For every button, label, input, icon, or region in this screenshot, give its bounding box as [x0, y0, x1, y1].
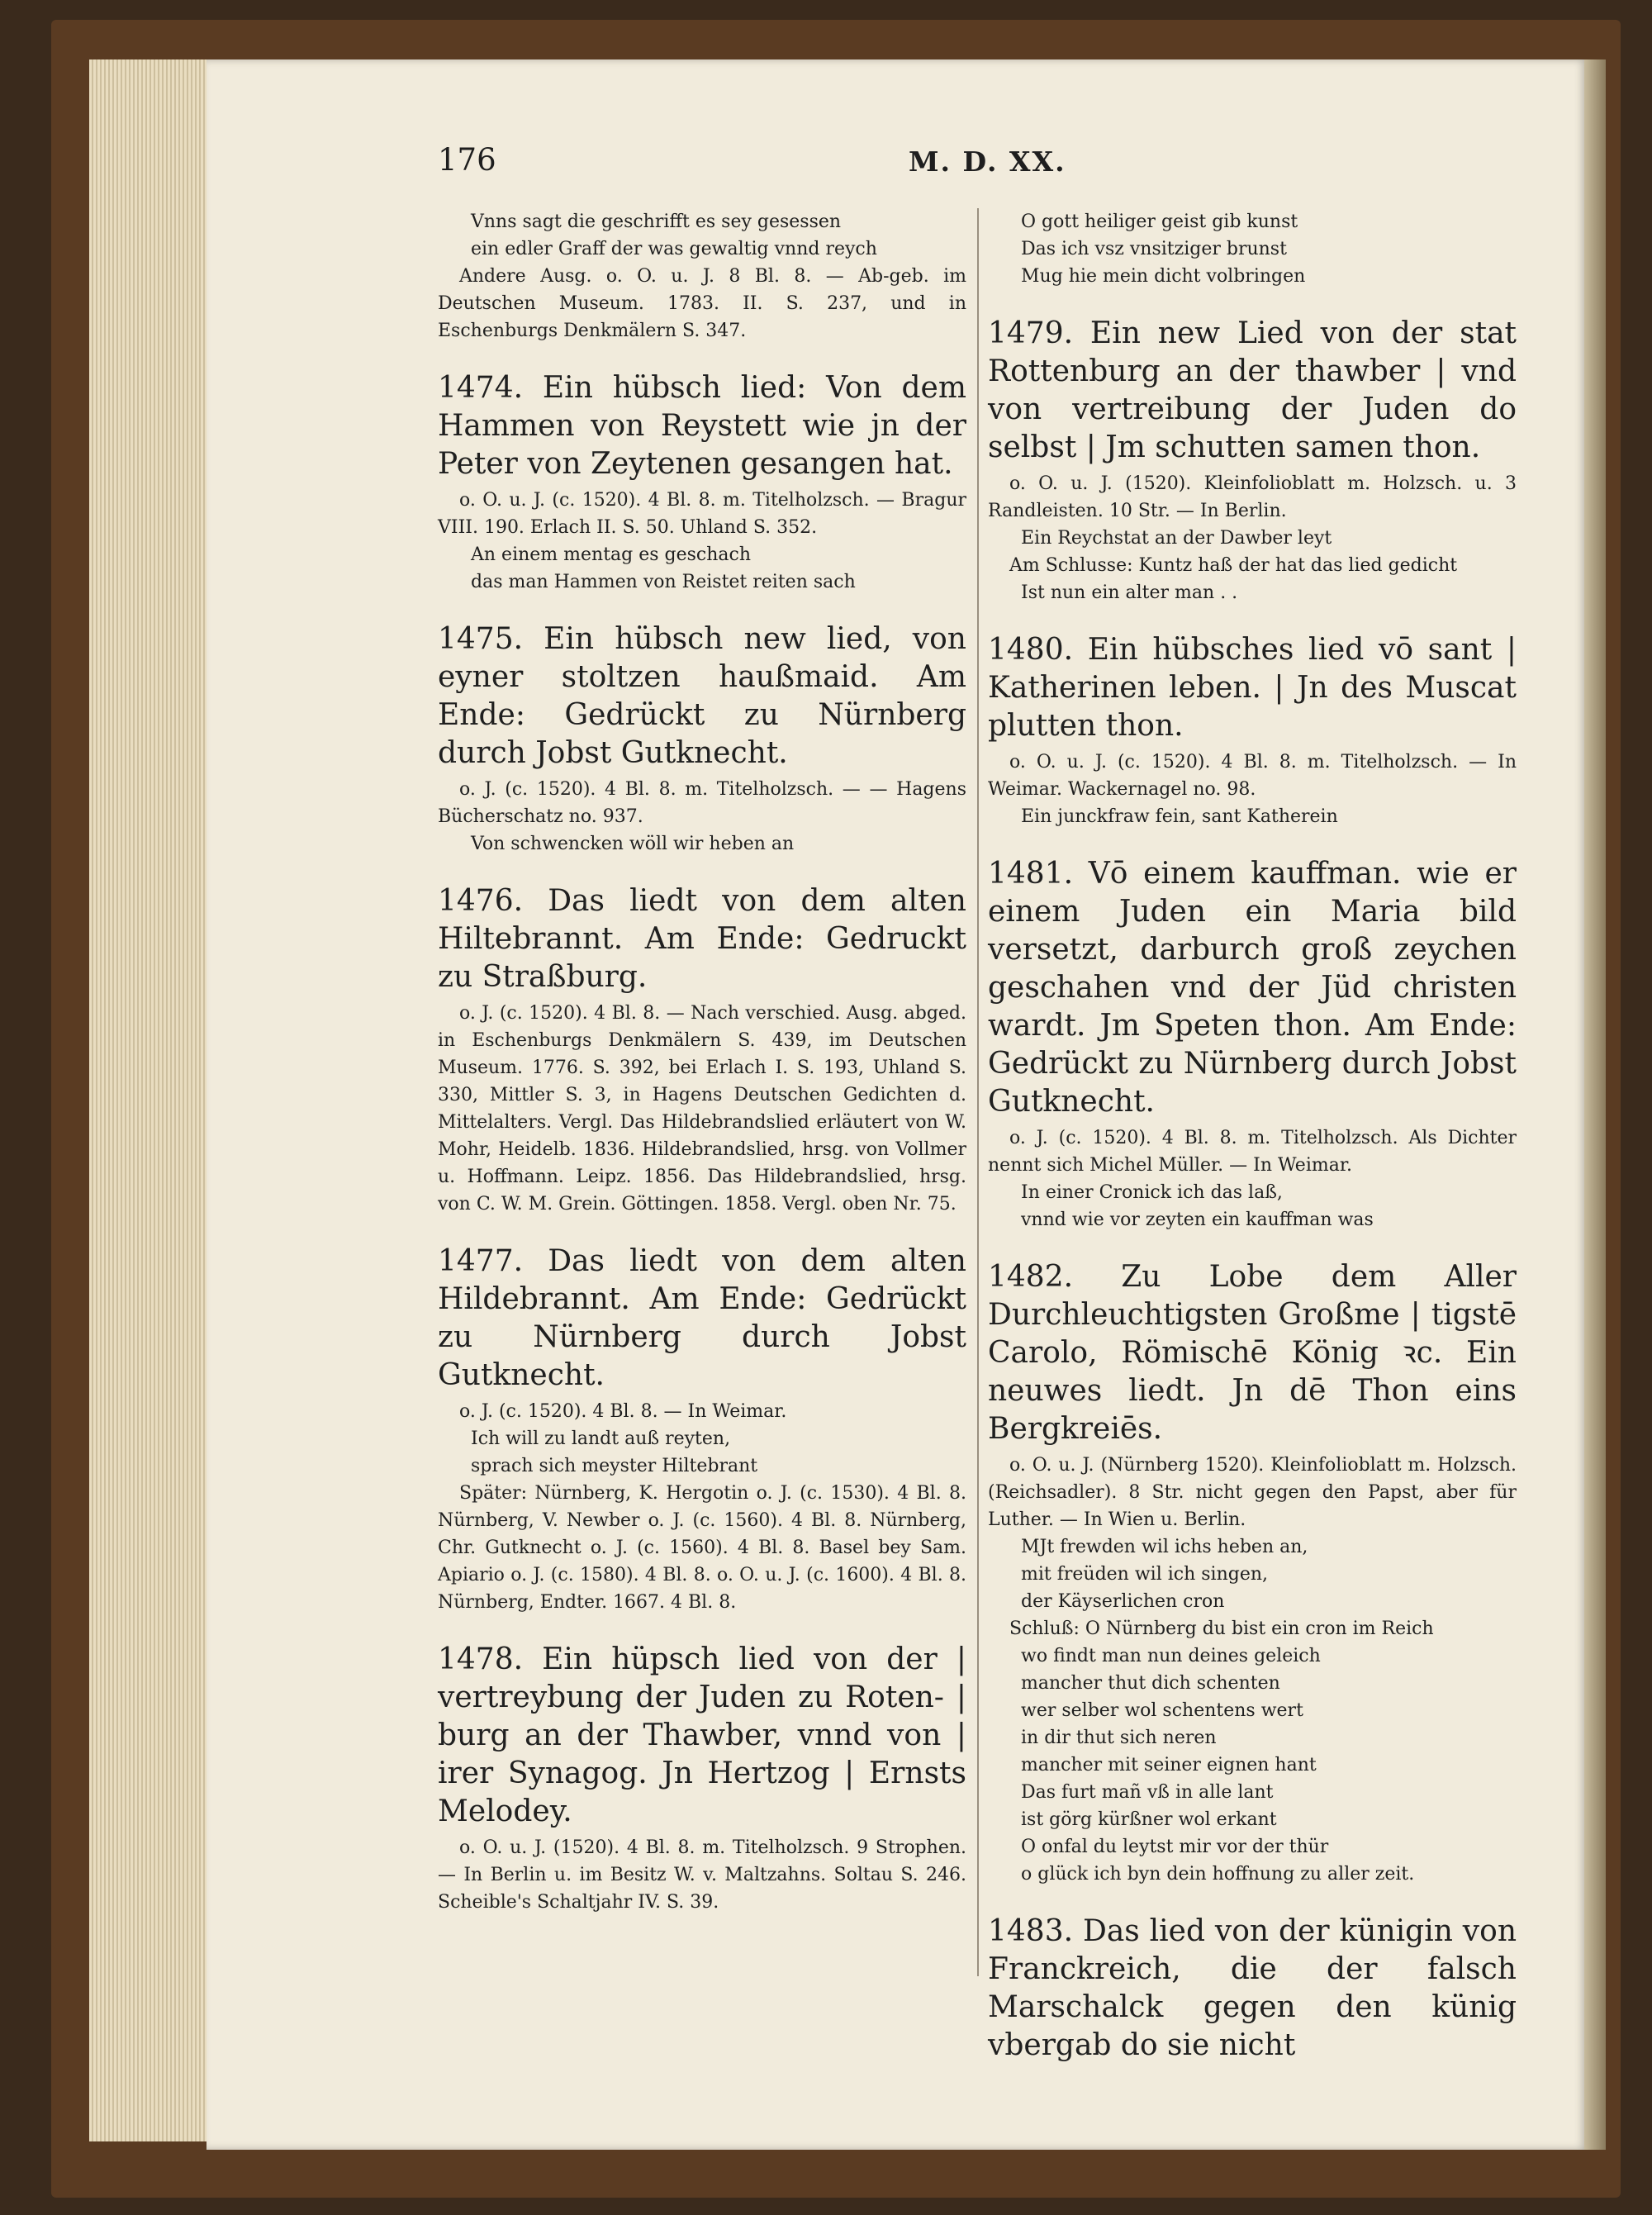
entry-title: 1474. Ein hübsch lied: Von dem Hammen von Reystett wie jn der Peter von Zeytenen gesangen hat. — [438, 371, 966, 481]
quote-line: Ein junckfraw fein, sant Katherein — [1021, 806, 1338, 827]
quote-line: das man Hammen von Reistet reiten sach — [471, 572, 856, 592]
entry-1479 — [988, 315, 1517, 606]
entry-title: 1480. Ein hübsches lied vō sant | Katherinen leben. | Jn des Muscat plutten thon. — [988, 633, 1517, 743]
entry-1476 — [438, 882, 966, 1218]
quote-line: wo findt man nun deines geleich — [1021, 1646, 1321, 1666]
entry-1483 — [988, 1913, 1517, 2065]
quote-line: Ist nun ein alter man . . — [1021, 582, 1238, 603]
bibliographic-note: o. O. u. J. (c. 1520). 4 Bl. 8. m. Titelholzsch. — In Weimar. Wackernagel no. 98. — [988, 752, 1517, 800]
quote-line: der Käyserlichen cron — [1021, 1591, 1225, 1612]
quote-line: mit freüden wil ich singen, — [1021, 1564, 1269, 1585]
bibliographic-note: Später: Nürnberg, K. Hergotin o. J. (c. 1530). 4 Bl. 8. Nürnberg, V. Newber o. J. (c. 1560). 4 Bl. 8. Nürnberg, Chr. Gutknecht o. J. (c. 1560). 4 Bl. 8. Basel bey Sam. Apiario o. J. (c. 1580). 4 Bl. 8. o. O. u. J. (c. 1600). 4 Bl. 8. Nürnberg, Endter. 1667. 4 Bl. 8. — [438, 1483, 966, 1613]
bibliographic-note: o. O. u. J. (Nürnberg 1520). Kleinfolioblatt m. Holzsch. (Reichsadler). 8 Str. nicht gegen den Papst, aber für Luther. — In Wien u. Berlin. — [988, 1455, 1517, 1530]
entry-1481 — [988, 855, 1517, 1233]
quote-line: Ich will zu landt auß reyten, — [471, 1428, 731, 1449]
quote-line: in dir thut sich neren — [1021, 1728, 1217, 1748]
continuation-entry — [438, 208, 966, 345]
left-column — [438, 208, 966, 1941]
quote-line: Das furt mañ vß in alle lant — [1021, 1782, 1274, 1803]
quote-line: vnnd wie vor zeyten ein kauffman was — [1021, 1210, 1374, 1230]
bibliographic-note: Am Schlusse: Kuntz haß der hat das lied gedicht — [1009, 555, 1458, 576]
quote-line: MJt frewden wil ichs heben an, — [1021, 1537, 1308, 1557]
bibliographic-note: o. J. (c. 1520). 4 Bl. 8. — In Weimar. — [459, 1401, 787, 1422]
quote-line: mancher thut dich schenten — [1021, 1673, 1280, 1694]
verse-line: Das ich vsz vnsitziger brunst — [1021, 239, 1287, 259]
bibliographic-note: Andere Ausg. o. O. u. J. 8 Bl. 8. — Ab-geb. im Deutschen Museum. 1783. II. S. 237, und in Eschenburgs Denkmälern S. 347. — [438, 266, 966, 341]
entry-1475 — [438, 620, 966, 858]
entry-1477 — [438, 1243, 966, 1616]
entry-title: 1479. Ein new Lied von der stat Rottenburg an der thawber | vnd von vertreibung der Juden do selbst | Jm schutten samen thon. — [988, 316, 1517, 464]
page-header — [438, 142, 1528, 183]
verse-line: ein edler Graff der was gewaltig vnnd reych — [471, 239, 877, 259]
entry-1474 — [438, 369, 966, 596]
quote-line: O onfal du leytst mir vor der thür — [1021, 1837, 1329, 1857]
quote-line: Ein Reychstat an der Dawber leyt — [1021, 528, 1332, 549]
verse-line: Vnns sagt die geschrifft es sey gesessen — [471, 212, 842, 232]
entry-1478 — [438, 1641, 966, 1916]
entry-1482 — [988, 1258, 1517, 1888]
bibliographic-note: o. O. u. J. (1520). Kleinfolioblatt m. Holzsch. u. 3 Randleisten. 10 Str. — In Berlin. — [988, 473, 1517, 521]
quote-line: Von schwencken wöll wir heben an — [471, 834, 795, 854]
quote-line: sprach sich meyster Hiltebrant — [471, 1456, 758, 1476]
entry-title: 1478. Ein hüpsch lied von der | vertreybung der Juden zu Roten- | burg an der Thawber, vnnd von | irer Synagog. Jn Hertzog | Ernsts Melodey. — [438, 1642, 966, 1828]
verse-line: Mug hie mein dicht volbringen — [1021, 266, 1306, 287]
entry-title: 1477. Das liedt von dem alten Hildebrannt. Am Ende: Gedrückt zu Nürnberg durch Jobst Gutknecht. — [438, 1244, 966, 1392]
continuation-entry — [988, 208, 1517, 290]
right-column — [988, 208, 1517, 2089]
running-title: M. D. XX. — [909, 145, 1066, 178]
quote-line: wer selber wol schentens wert — [1021, 1700, 1303, 1721]
bibliographic-note: o. O. u. J. (1520). 4 Bl. 8. m. Titelholzsch. 9 Strophen. — In Berlin u. im Besitz W. v. Maltzahns. Soltau S. 246. Scheible's Schaltjahr IV. S. 39. — [438, 1837, 966, 1913]
quote-line: An einem mentag es geschach — [471, 544, 752, 565]
entry-title: 1481. Vō einem kauffman. wie er einem Juden ein Maria bild versetzt, darburch groß zeychen geschahen vnd der Jüd christen wardt. Jm Speten thon. Am Ende: Gedrückt zu Nürnberg durch Jobst Gutknecht. — [988, 857, 1517, 1119]
page-edges — [89, 59, 221, 2141]
entry-title: 1483. Das lied von der künigin von Franckreich, die der falsch Marschalck gegen den künig vbergab do sie nicht — [988, 1914, 1517, 2062]
bibliographic-note: o. O. u. J. (c. 1520). 4 Bl. 8. m. Titelholzsch. — Bragur VIII. 190. Erlach II. S. 50. Uhland S. 352. — [438, 490, 966, 538]
verse-line: O gott heiliger geist gib kunst — [1021, 212, 1298, 232]
quote-line: In einer Cronick ich das laß, — [1021, 1182, 1283, 1203]
quote-line: mancher mit seiner eignen hant — [1021, 1755, 1317, 1775]
book-gutter — [1584, 59, 1606, 2150]
quote-line: o glück ich byn dein hoffnung zu aller zeit. — [1021, 1864, 1415, 1885]
bibliographic-note: o. J. (c. 1520). 4 Bl. 8. — Nach verschied. Ausg. abged. in Eschenburgs Denkmälern S. 439, im Deutschen Museum. 1776. S. 392, bei Erlach I. S. 193, Uhland S. 330, Mittler S. 3, in Hagens Deutschen Gedichten d. Mittelalters. Vergl. Das Hildebrandslied erläutert von W. Mohr, Heidelb. 1836. Hildebrandslied, hrsg. von Vollmer u. Hoffmann. Leipz. 1856. Das Hildebrandslied, hrsg. von C. W. M. Grein. Göttingen. 1858. Vergl. oben Nr. 75. — [438, 1003, 966, 1214]
entry-1480 — [988, 631, 1517, 830]
entry-title: 1476. Das liedt von dem alten Hiltebrannt. Am Ende: Gedruckt zu Straßburg. — [438, 884, 966, 994]
entry-title: 1482. Zu Lobe dem Aller Durchleuchtigsten Großme | tigstē Carolo, Römischē König ꝛc. Ein neuwes liedt. Jn dē Thon eins Bergkreiēs. — [988, 1260, 1517, 1446]
entry-title: 1475. Ein hübsch new lied, von eyner stoltzen haußmaid. Am Ende: Gedrückt zu Nürnberg durch Jobst Gutknecht. — [438, 622, 966, 770]
bibliographic-note: Schluß: O Nürnberg du bist ein cron im Reich — [1009, 1618, 1434, 1639]
column-divider — [977, 208, 979, 1976]
page-number: 176 — [438, 142, 496, 178]
quote-line: ist görg kürßner wol erkant — [1021, 1809, 1277, 1830]
bibliographic-note: o. J. (c. 1520). 4 Bl. 8. m. Titelholzsch. — — Hagens Bücherschatz no. 937. — [438, 779, 966, 827]
bibliographic-note: o. J. (c. 1520). 4 Bl. 8. m. Titelholzsch. Als Dichter nennt sich Michel Müller. — In Weimar. — [988, 1128, 1517, 1176]
